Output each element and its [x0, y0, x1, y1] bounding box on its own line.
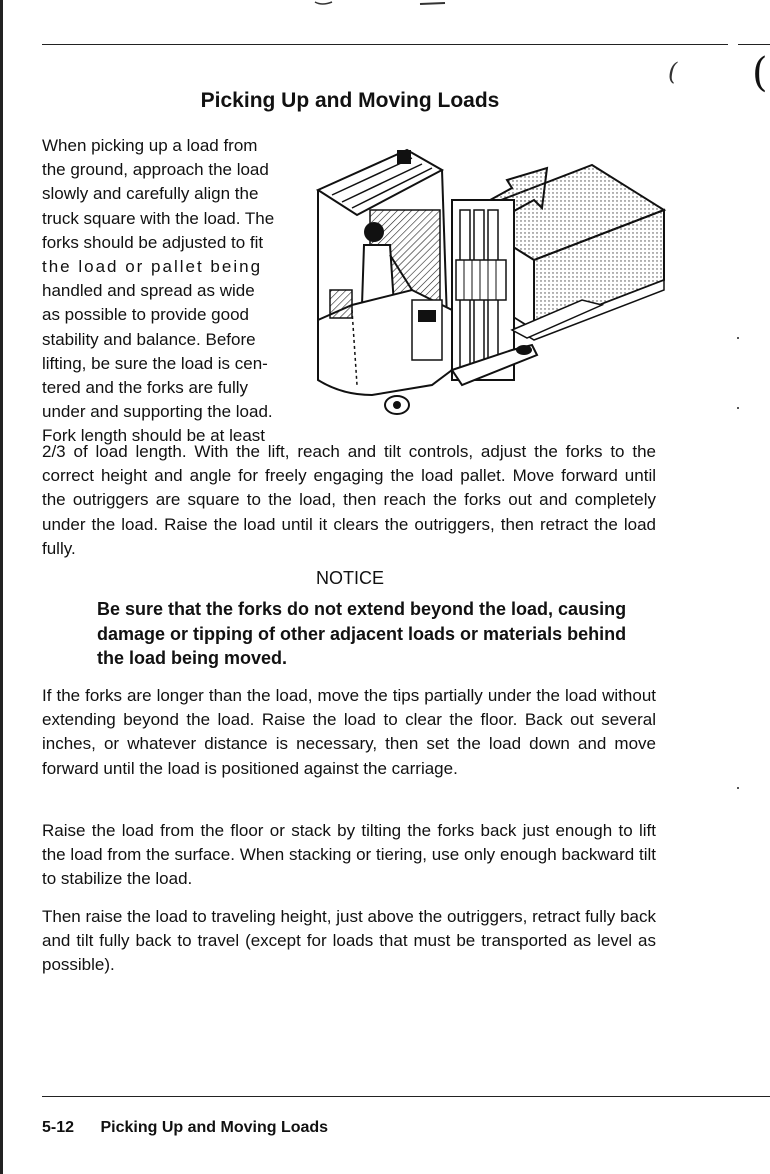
notice-text: Be sure that the forks do not extend beyond the load, causing damage or tipping of other adjacent loads or materials behind the load being moved. — [97, 599, 627, 668]
intro-line: as possible to provide good — [42, 305, 249, 325]
intro-line: stability and balance. Before — [42, 329, 256, 349]
intro-line: handled and spread as wide — [42, 281, 255, 301]
paragraph-long-forks: If the forks are longer than the load, move the tips partially under the load without extending beyond the load. Raise the load to clear the floor. Back out several inches, or whatever distance is necessary, then set the load down and move forward until the load is positioned against the carriage. — [42, 686, 656, 778]
header-rule-fragment — [738, 44, 770, 45]
paragraph-travel-height: Then raise the load to traveling height, just above the outriggers, retract fully back and tilt fully back to travel (except for loads that must be transported as level as possible). — [42, 907, 656, 975]
header-rule — [42, 44, 728, 45]
page-number: 5-12 — [42, 1119, 75, 1136]
intro-line: When picking up a load from — [42, 136, 258, 155]
intro-line: the ground, approach the load — [42, 160, 269, 180]
paragraph-forks-adjust: 2/3 of load length. With the lift, reach and tilt controls, adjust the forks to the correct height and angle for freely engaging the load pallet. Move forward until the outriggers are square to the load, then reach the forks out and completely under the load. Raise the load until it clears the outriggers, then retract the load fully. — [42, 442, 656, 558]
paragraph-raise-load: Raise the load from the floor or stack by tilting the forks back just enough to lift the load from the surface. When stacking or tiering, use only enough backward tilt to stabilize the load. — [42, 821, 656, 889]
footer-section-title: Picking Up and Moving Loads — [100, 1119, 329, 1136]
intro-line: tered and the forks are fully — [42, 378, 249, 398]
page-footer — [42, 1119, 328, 1137]
intro-line: forks should be adjusted to fit — [42, 232, 264, 252]
notice-heading: NOTICE — [315, 568, 384, 588]
scan-speck — [737, 407, 739, 409]
intro-line: slowly and carefully align the — [42, 184, 259, 204]
intro-line: the load or pallet being — [42, 257, 263, 277]
footer-rule — [42, 1096, 770, 1097]
scan-mark — [310, 0, 450, 8]
margin-paren-large: ( — [752, 50, 768, 96]
intro-line: truck square with the load. The — [42, 208, 275, 228]
margin-paren-small: ( — [668, 58, 678, 86]
truck-body — [318, 290, 452, 395]
reach-truck-illustration — [312, 140, 672, 422]
scan-speck — [737, 787, 739, 789]
wheel — [385, 396, 409, 414]
intro-line: lifting, be sure the load is cen- — [42, 353, 268, 373]
page-title: Picking Up and Moving Loads — [200, 89, 500, 112]
scan-speck — [737, 337, 739, 339]
intro-text — [42, 134, 304, 449]
intro-line: Fork length should be at least — [42, 426, 266, 446]
intro-line: under and supporting the load. — [42, 402, 273, 422]
